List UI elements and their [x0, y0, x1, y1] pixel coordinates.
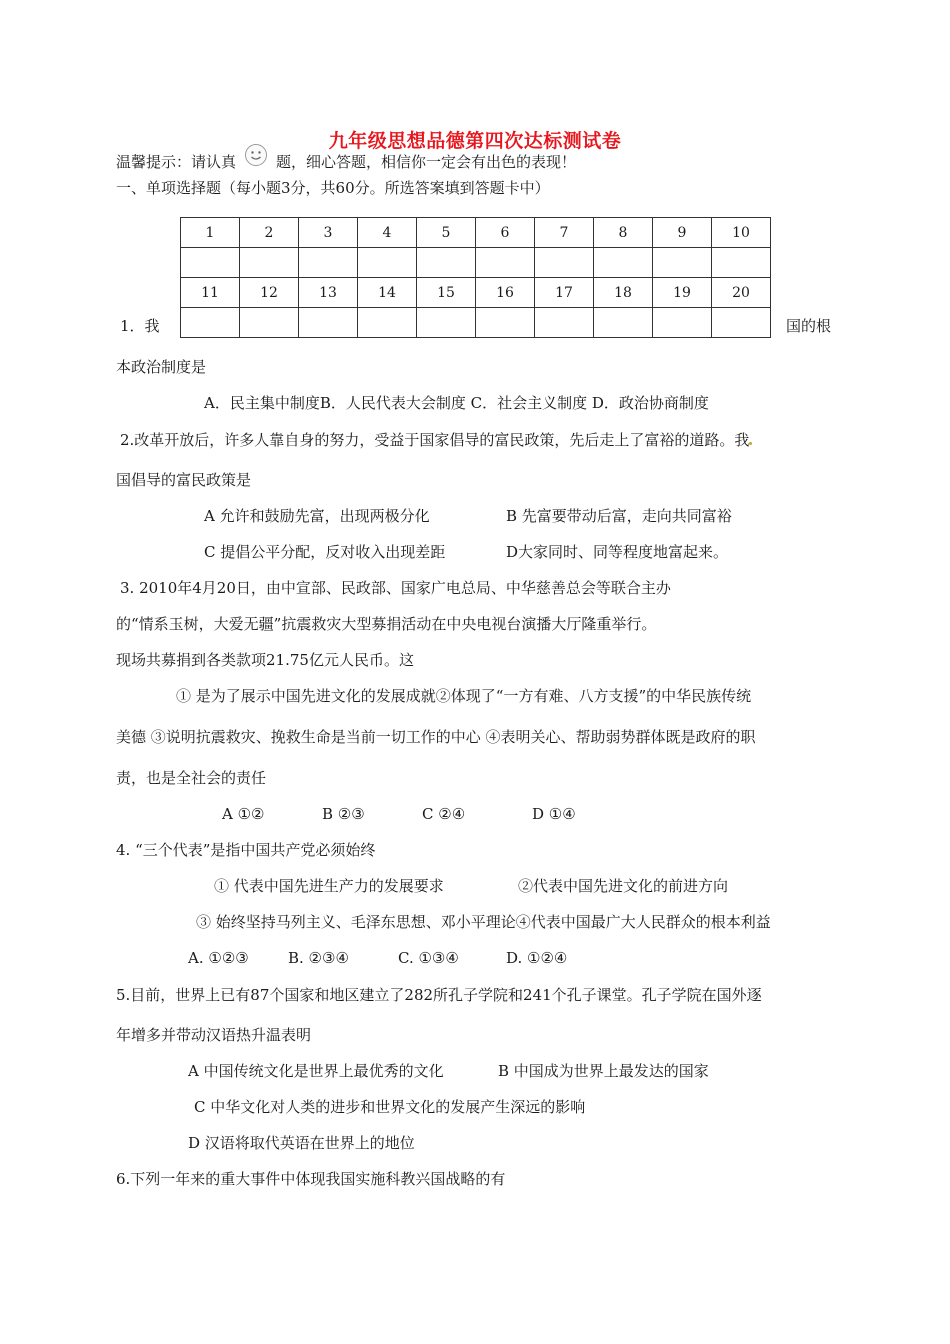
table-cell: 17 — [535, 278, 594, 308]
table-cell: 10 — [712, 218, 771, 248]
tip-suffix: 题，细心答题，相信你一定会有出色的表现！ — [276, 153, 577, 171]
q5-option-c: C 中华文化对人类的进步和世界文化的发展产生深远的影响 — [194, 1098, 586, 1116]
table-row — [181, 218, 771, 248]
q1-start: 1．我 — [120, 317, 160, 335]
q5-option-b: B 中国成为世界上最发达的国家 — [498, 1062, 709, 1080]
answer-cell[interactable] — [535, 308, 594, 338]
q5-line1: 5.目前，世界上已有87个国家和地区建立了282所孔子学院和241个孔子课堂。孔子学院在国外逐 — [116, 986, 762, 1004]
answer-cell[interactable] — [358, 248, 417, 278]
answer-cell[interactable] — [476, 308, 535, 338]
q1-options: A．民主集中制度B．人民代表大会制度 C．社会主义制度 D．政治协商制度 — [204, 394, 709, 412]
table-cell: 6 — [476, 218, 535, 248]
q1-stem-cont: 本政治制度是 — [116, 358, 207, 376]
q3-line5: 美德 ③说明抗震救灾、挽救生命是当前一切工作的中心 ④表明关心、帮助弱势群体既是政府的职 — [116, 728, 756, 746]
q6-stem: 6.下列一年来的重大事件中体现我国实施科教兴国战略的有 — [116, 1170, 506, 1188]
table-cell: 16 — [476, 278, 535, 308]
q4-item-3-4: ③ 始终坚持马列主义、毛泽东思想、邓小平理论④代表中国最广大人民群众的根本利益 — [196, 913, 771, 931]
answer-cell[interactable] — [181, 248, 240, 278]
q3-line6: 责，也是全社会的责任 — [116, 769, 267, 787]
table-cell: 20 — [712, 278, 771, 308]
answer-cell[interactable] — [358, 308, 417, 338]
table-cell: 8 — [594, 218, 653, 248]
q2-option-d: D大家同时、同等程度地富起来。 — [506, 543, 729, 561]
dot-mark — [749, 442, 752, 445]
answer-cell[interactable] — [594, 308, 653, 338]
answer-cell[interactable] — [417, 308, 476, 338]
q5-line2: 年增多并带动汉语热升温表明 — [116, 1026, 312, 1044]
answer-cell[interactable] — [594, 248, 653, 278]
q4-option-b: B. ②③④ — [288, 949, 349, 967]
table-cell: 11 — [181, 278, 240, 308]
table-cell: 2 — [240, 218, 299, 248]
table-cell: 4 — [358, 218, 417, 248]
table-cell: 5 — [417, 218, 476, 248]
q3-line2: 的“情系玉树，大爱无疆”抗震救灾大型募捐活动在中央电视台演播大厅隆重举行。 — [116, 615, 657, 633]
q4-item-1: ① 代表中国先进生产力的发展要求 — [214, 877, 444, 895]
q4-item-2: ②代表中国先进文化的前进方向 — [518, 877, 729, 895]
tip-prefix: 温馨提示：请认真 — [116, 153, 237, 171]
table-cell: 1 — [181, 218, 240, 248]
answer-cell[interactable] — [653, 308, 712, 338]
answer-cell[interactable] — [299, 248, 358, 278]
table-cell: 13 — [299, 278, 358, 308]
q4-option-d: D. ①②④ — [506, 949, 568, 967]
answer-cell[interactable] — [712, 308, 771, 338]
section-heading: 一、单项选择题（每小题3分，共60分。所选答案填到答题卡中） — [116, 179, 550, 197]
table-cell: 15 — [417, 278, 476, 308]
q4-option-a: A. ①②③ — [188, 949, 249, 967]
table-cell: 9 — [653, 218, 712, 248]
q2-option-b: B 先富要带动后富，走向共同富裕 — [506, 507, 732, 525]
q3-option-a: A ①② — [222, 805, 265, 823]
q5-option-d: D 汉语将取代英语在世界上的地位 — [188, 1134, 415, 1152]
table-cell: 7 — [535, 218, 594, 248]
q1-end: 国的根 — [786, 317, 832, 335]
smiley-icon — [244, 143, 268, 167]
answer-cell[interactable] — [417, 248, 476, 278]
table-row — [181, 278, 771, 308]
q4-stem: 4. “三个代表”是指中国共产党必须始终 — [116, 841, 376, 859]
q3-line1: 3. 2010年4月20日，由中宣部、民政部、国家广电总局、中华慈善总会等联合主办 — [120, 579, 671, 597]
table-cell: 12 — [240, 278, 299, 308]
q2-stem — [120, 430, 752, 450]
q2-option-c: C 提倡公平分配，反对收入出现差距 — [204, 543, 446, 561]
answer-cell[interactable] — [712, 248, 771, 278]
q4-option-c: C. ①③④ — [398, 949, 459, 967]
q3-line4: ① 是为了展示中国先进文化的发展成就②体现了“一方有难、八方支援”的中华民族传统 — [176, 687, 752, 705]
answer-cell[interactable] — [299, 308, 358, 338]
table-cell: 19 — [653, 278, 712, 308]
table-cell: 14 — [358, 278, 417, 308]
answer-cell[interactable] — [240, 308, 299, 338]
page-title: 九年级思想品德第四次达标测试卷 — [328, 130, 622, 152]
answer-cell[interactable] — [535, 248, 594, 278]
q2-option-a: A 允许和鼓励先富，出现两极分化 — [204, 507, 430, 525]
q3-option-d: D ①④ — [532, 805, 576, 823]
answer-cell[interactable] — [476, 248, 535, 278]
table-row — [181, 248, 771, 278]
q3-option-b: B ②③ — [322, 805, 365, 823]
table-cell: 3 — [299, 218, 358, 248]
q5-option-a: A 中国传统文化是世界上最优秀的文化 — [188, 1062, 444, 1080]
q3-line3: 现场共募捐到各类款项21.75亿元人民币。这 — [116, 651, 414, 669]
table-row — [181, 308, 771, 338]
answer-cell[interactable] — [653, 248, 712, 278]
q2-stem-cont: 国倡导的富民政策是 — [116, 471, 252, 489]
table-cell: 18 — [594, 278, 653, 308]
q2-line1: 2.改革开放后，许多人靠自身的努力，受益于国家倡导的富民政策，先后走上了富裕的道路。我 — [120, 431, 750, 449]
answer-cell[interactable] — [240, 248, 299, 278]
q3-option-c: C ②④ — [422, 805, 466, 823]
answer-cell[interactable] — [181, 308, 240, 338]
answer-table — [180, 217, 771, 338]
